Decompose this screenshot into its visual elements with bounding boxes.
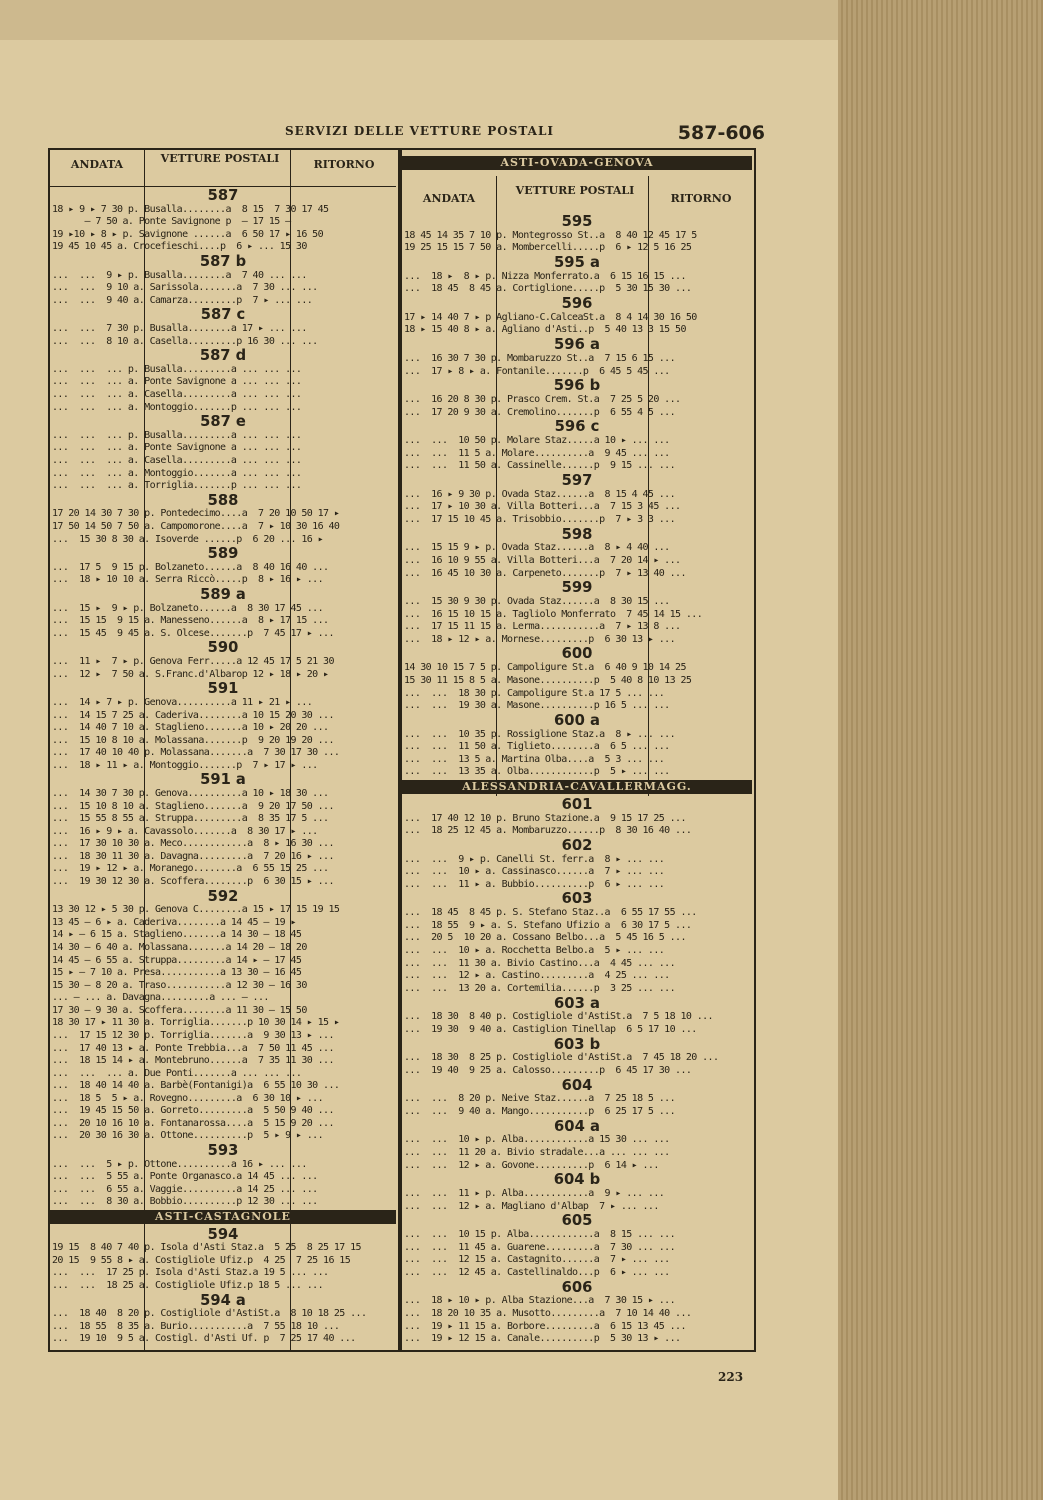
page-number: 223 — [718, 1370, 744, 1384]
right-timetable-row: ... 18 30 8 25 p. Costigliole d'AstiSt.a 7 45 18 20 ... — [404, 1052, 719, 1064]
right-timetable-row: ... 16 15 10 15 a. Tagliolo Monferrato 7 45 14 15 ... — [404, 608, 703, 620]
right-timetable-row: 14 30 10 15 7 5 p. Campoligure St.a 6 40 9 10 14 25 — [404, 662, 686, 674]
left-timetable-row: ... ... ... p. Busalla.........a ... ... ... — [52, 429, 302, 441]
right-route-number: 600 a — [554, 711, 600, 729]
left-route-number: 588 — [207, 491, 239, 509]
right-timetable-row: ... ... 11 ▸ p. Alba............a 9 ▸ ... ... — [404, 1188, 665, 1200]
left-route-number: 591 — [207, 680, 239, 698]
left-timetable-row: ... ... ... a. Montoggio.......p ... ... ... — [52, 401, 302, 413]
right-timetable-row: ... 16 20 8 30 p. Prasco Crem. St.a 7 25 5 20 ... — [404, 393, 681, 405]
left-timetable-row: ... 17 40 10 40 p. Molassana.......a 7 30 17 30 ... — [52, 747, 340, 759]
right-timetable-row: ... 17 15 11 15 a. Lerma...........a 7 ▸ 13 8 ... — [404, 621, 681, 633]
left-timetable-row: ... 19 ▸ 12 ▸ a. Moranego........a 6 55 15 25 ... — [52, 863, 329, 875]
left-route-number: 594 — [207, 1225, 239, 1243]
right-timetable-row: ... ... 11 20 a. Bivio stradale...a ... ... ... — [404, 1147, 670, 1159]
left-timetable-row: ... 18 15 14 ▸ a. Montebruno......a 7 35 11 30 ... — [52, 1055, 334, 1067]
right-route-number: 604 b — [553, 1171, 601, 1189]
right-timetable-row: ... 17 ▸ 10 30 a. Villa Botteri...a 7 15 3 45 ... — [404, 501, 681, 513]
right-timetable-row: ... ... 10 35 p. Rossiglione Staz.a 8 ▸ ... ... — [404, 728, 676, 740]
left-timetable-row: 17 20 14 30 7 30 p. Pontedecimo....a 7 20 10 50 17 ▸ — [52, 508, 340, 520]
right-route-number: 603 a — [554, 994, 600, 1012]
left-timetable-row: ... — ... a. Davagna.........a ... — ... — [52, 992, 269, 1004]
right-timetable-row: ... ... 12 45 a. Castellinaldo...p 6 ▸ ... ... — [404, 1267, 670, 1279]
left-route-number: 589 a — [200, 585, 246, 603]
right-timetable-row: ... ... 13 20 a. Cortemilia......p 3 25 ... ... — [404, 982, 676, 994]
right-timetable-row: ... ... 13 5 a. Martina Olba....a 5 3 ... ... — [404, 753, 665, 765]
right-timetable-row: ... 16 45 10 30 a. Carpeneto.......p 7 ▸ 13 40 ... — [404, 567, 686, 579]
left-route-number: 592 — [207, 887, 239, 905]
left-timetable-row: ... ... ... a. Due Ponti.......a ... ... ... — [52, 1067, 302, 1079]
left-timetable-row: ... 20 10 16 10 a. Fontanarossa....a 5 15 9 20 ... — [52, 1117, 334, 1129]
left-band-section: ASTI-CASTAGNOLE — [50, 1210, 396, 1224]
right-timetable-row: ... 15 15 9 ▸ p. Ovada Staz......a 8 ▸ 4 40 ... — [404, 542, 670, 554]
left-route-number: 594 a — [200, 1291, 246, 1309]
left-timetable-row: 13 30 12 ▸ 5 30 p. Genova C........a 15 ▸ 17 15 19 15 — [52, 904, 340, 916]
left-timetable-row: 13 45 — 6 ▸ a. Caderiva........a 14 45 — 19 ▸ — [52, 916, 296, 928]
left-route-number: 587 b — [199, 252, 247, 270]
left-route-number: 587 e — [200, 413, 246, 431]
right-route-number: 601 — [561, 795, 593, 813]
left-timetable-row: ... 18 30 11 30 a. Davagna.........a 7 20 16 ▸ ... — [52, 850, 334, 862]
right-route-number: 595 a — [554, 254, 600, 272]
left-timetable-row: ... 15 30 8 30 a. Isoverde ......p 6 20 ... 16 ▸ — [52, 533, 324, 545]
left-timetable-row: ... 19 45 15 50 a. Gorreto.........a 5 50 9 40 ... — [52, 1105, 334, 1117]
right-timetable-row: ... ... 10 50 p. Molare Staz.....a 10 ▸ ... ... — [404, 434, 670, 446]
left-timetable-row: ... 17 30 10 30 a. Meco............a 8 ▸ 16 30 ... — [52, 838, 334, 850]
header-title: SERVIZI DELLE VETTURE POSTALI — [285, 124, 555, 138]
right-timetable-row: 19 25 15 15 7 50 a. Mombercelli.....p 6 ▸ 12 5 16 25 — [404, 242, 692, 254]
right-col-andata: ANDATA — [422, 192, 476, 205]
left-timetable-row: ... ... 18 25 a. Costigliole Ufiz.p 18 5 ... ... — [52, 1280, 324, 1292]
left-timetable-row: ... 14 ▸ 7 ▸ p. Genova..........a 11 ▸ 21 ▸ ... — [52, 696, 313, 708]
right-timetable-row: ... 19 ▸ 12 15 a. Canale..........p 5 30 13 ▸ ... — [404, 1333, 681, 1345]
right-timetable-row: ... ... 11 ▸ a. Bubbio..........p 6 ▸ ... ... — [404, 878, 665, 890]
right-timetable-row: ... ... 11 50 a. Cassinelle......p 9 15 ... ... — [404, 460, 676, 472]
left-route-number: 587 c — [200, 306, 246, 324]
right-timetable-row: ... ... 11 5 a. Molare..........a 9 45 ... ... — [404, 447, 670, 459]
left-timetable-row: — 7 50 a. Ponte Savignone p — 17 15 — — [52, 216, 291, 228]
right-route-number: 603 b — [553, 1035, 601, 1053]
left-timetable-row: ... ... 5 55 a. Ponte Organasco.a 14 45 ... ... — [52, 1171, 318, 1183]
right-route-number: 596 a — [554, 336, 600, 354]
left-timetable-row: ... 14 40 7 10 a. Staglieno.......a 10 ▸ 20 20 ... — [52, 722, 329, 734]
left-timetable-row: ... 16 ▸ 9 ▸ a. Cavassolo.......a 8 30 17 ▸ ... — [52, 825, 318, 837]
left-timetable-row: ... 15 15 9 15 a. Manesseno......a 8 ▸ 17 15 ... — [52, 615, 329, 627]
left-timetable-row: ... 19 30 12 30 a. Scoffera........p 6 30 15 ▸ ... — [52, 876, 334, 887]
left-timetable-row: ... 17 15 12 30 p. Torriglia.......a 9 30 13 ▸ ... — [52, 1029, 334, 1041]
right-route-number: 606 — [561, 1278, 593, 1296]
right-timetable-row: ... 19 ▸ 11 15 a. Borbore.........a 6 15 13 45 ... — [404, 1320, 686, 1332]
left-timetable-row: ... ... ... a. Ponte Savignone a ... ... ... — [52, 376, 302, 388]
right-timetable-row: ... 18 ▸ 12 ▸ a. Mornese.........p 6 30 13 ▸ ... — [404, 633, 676, 645]
left-timetable-row: ... ... ... a. Ponte Savignone a ... ... ... — [52, 442, 302, 454]
left-timetable-row: ... 15 45 9 45 a. S. Olcese.......p 7 45 17 ▸ ... — [52, 627, 334, 639]
left-timetable-row: ... 18 40 14 40 a. Barbè(Fontanigi)a 6 55 10 30 ... — [52, 1080, 340, 1092]
right-timetable-row: 15 30 11 15 8 5 a. Masone..........p 5 40 8 10 13 25 — [404, 674, 692, 686]
left-route-number: 589 — [207, 545, 239, 563]
right-timetable-row: ... ... 8 20 p. Neive Staz......a 7 25 18 5 ... — [404, 1093, 676, 1105]
left-route-number: 590 — [207, 639, 239, 657]
right-timetable-row: ... 17 15 10 45 a. Trisobbio.......p 7 ▸ 3 3 ... — [404, 513, 676, 525]
right-timetable-row: ... 19 30 9 40 a. Castiglion Tinellap 6 5 17 10 ... — [404, 1024, 697, 1035]
right-route-number: 597 — [561, 471, 593, 489]
right-timetable-row: ... 16 30 7 30 p. Mombaruzzo St..a 7 15 6 15 ... — [404, 352, 676, 364]
left-timetable-row: ... ... 6 55 a. Vaggie..........a 14 25 ... ... — [52, 1183, 318, 1195]
left-route-number: 587 — [207, 187, 239, 204]
left-timetable-row: ... ... 17 25 p. Isola d'Asti Staz.a 19 5 ... ... — [52, 1267, 329, 1279]
left-timetable-row: 15 30 — 8 20 a. Traso...........a 12 30 — 16 30 — [52, 979, 307, 991]
left-route-number: 591 a — [200, 771, 246, 789]
right-timetable-row: ... 18 20 10 35 a. Musotto.........a 7 10 14 40 ... — [404, 1308, 692, 1320]
right-timetable-row: ... ... 9 ▸ p. Canelli St. ferr.a 8 ▸ ... ... — [404, 853, 665, 865]
right-route-number: 596 b — [553, 377, 601, 395]
left-timetable-row: 19 45 10 45 a. Crocefieschi....p 6 ▸ ... 15 30 — [52, 241, 307, 253]
left-timetable-row: 17 50 14 50 7 50 a. Campomorone....a 7 ▸ 10 30 16 40 — [52, 521, 340, 532]
right-route-number: 603 — [561, 890, 593, 908]
right-timetable-row: ... ... 12 ▸ a. Magliano d'Albap 7 ▸ ... ... — [404, 1200, 659, 1212]
left-timetable-row: 17 30 — 9 30 a. Scoffera........a 11 30 — 15 50 — [52, 1004, 307, 1016]
left-timetable-row: ... 17 40 13 ▸ a. Ponte Trebbia...a 7 50 11 45 ... — [52, 1042, 334, 1054]
left-timetable-row: 19 15 8 40 7 40 p. Isola d'Asti Staz.a 5 25 8 25 17 15 — [52, 1242, 361, 1254]
page-edge-stack — [838, 0, 1043, 1500]
left-timetable-row: ... ... ... a. Casella.........a ... ... ... — [52, 389, 302, 401]
right-timetable-row: ... 18 55 9 ▸ a. S. Stefano Ufizio a 6 30 17 5 ... — [404, 919, 692, 931]
right-timetable-row: ... 20 5 10 20 a. Cossano Belbo...a 5 45 16 5 ... — [404, 932, 686, 944]
left-timetable-row: ... 14 15 7 25 a. Caderiva........a 10 15 20 30 ... — [52, 709, 334, 721]
left-timetable-row: 19 ▸10 ▸ 8 ▸ p. Savignone ......a 6 50 17 ▸ 16 50 — [52, 228, 324, 240]
right-col-vetture: VETTURE POSTALI — [515, 184, 635, 197]
left-timetable-row: ... ... 7 30 p. Busalla........a 17 ▸ ... ... — [52, 323, 307, 335]
right-band-asti-ovada: ASTI-OVADA-GENOVA — [402, 156, 752, 170]
left-timetable-row: ... ... 5 ▸ p. Ottone..........a 16 ▸ ... ... — [52, 1158, 307, 1170]
right-timetable-row: ... ... 12 15 a. Castagnito......a 7 ▸ ... ... — [404, 1254, 670, 1266]
left-timetable-row: ... ... 9 10 a. Sarissola.......a 7 30 ... ... — [52, 282, 318, 294]
right-timetable-row: 18 45 14 35 7 10 p. Montegrosso St..a 8 40 12 45 17 5 — [404, 229, 697, 241]
page-header — [60, 122, 765, 144]
left-timetable-row: ... ... 9 40 a. Camarza.........p 7 ▸ ... ... — [52, 294, 313, 306]
left-timetable-row: 18 ▸ 9 ▸ 7 30 p. Busalla........a 8 15 7 30 17 45 — [52, 203, 329, 215]
right-route-number: 604 a — [554, 1117, 600, 1135]
right-timetable-row: ... ... 13 35 a. Olba............p 5 ▸ ... ... — [404, 766, 670, 778]
left-timetable-row: ... ... ... a. Montoggio.......a ... ... ... — [52, 467, 302, 479]
right-timetable-row: ... ... 11 50 a. Tiglieto........a 6 5 ... ... — [404, 741, 670, 753]
left-col-ritorno: RITORNO — [313, 158, 375, 171]
right-route-number: 600 — [561, 645, 593, 663]
right-timetable-row: ... 18 ▸ 10 ▸ p. Alba Stazione...a 7 30 15 ▸ ... — [404, 1295, 676, 1307]
right-route-number: 596 c — [554, 418, 600, 436]
right-timetable-row: ... ... 18 30 p. Campoligure St.a 17 5 ... ... — [404, 687, 665, 699]
left-timetable-row: 15 ▸ — 7 10 a. Presa...........a 13 30 — 16 45 — [52, 967, 302, 979]
right-timetable-row: ... ... 19 30 a. Masone..........p 16 5 ... ... — [404, 700, 670, 712]
left-timetable-row: ... 18 ▸ 11 ▸ a. Montoggio.......p 7 ▸ 17 ▸ ... — [52, 759, 318, 771]
right-band-section: ALESSANDRIA-CAVALLERMAGG. — [402, 780, 752, 794]
right-route-number: 596 — [561, 295, 593, 313]
left-timetable-row: ... 18 ▸ 10 10 a. Serra Riccò.....p 8 ▸ 16 ▸ ... — [52, 574, 324, 586]
right-timetable-row: ... 18 45 8 45 a. Cortiglione.....p 5 30 15 30 ... — [404, 283, 692, 295]
left-timetable-row: ... 11 ▸ 7 ▸ p. Genova Ferr.....a 12 45 17 5 21 30 — [52, 656, 334, 668]
right-timetable-row: ... ... 10 ▸ a. Cassinasco......a 7 ▸ ... ... — [404, 866, 665, 878]
right-col-ritorno: RITORNO — [670, 192, 732, 205]
right-timetable-row: ... ... 12 ▸ a. Castino.........a 4 25 ... ... — [404, 970, 670, 982]
right-timetable-row: ... ... 11 45 a. Guarene.........a 7 30 ... ... — [404, 1241, 676, 1253]
left-timetable-row: ... 15 55 8 55 a. Struppa.........a 8 35 17 5 ... — [52, 813, 329, 825]
left-timetable-row: ... ... 8 10 a. Casella.........p 16 30 ... ... — [52, 335, 318, 347]
right-route-number: 595 — [561, 213, 593, 230]
left-timetable-row: ... ... 8 30 a. Bobbio..........p 12 30 ... ... — [52, 1196, 318, 1208]
left-timetable-row: ... 15 10 8 10 a. Molassana.......p 9 20 19 20 ... — [52, 734, 334, 746]
left-timetable-row: ... ... ... p. Busalla.........a ... ... ... — [52, 363, 302, 375]
right-timetable-row: ... 18 30 8 40 p. Costigliole d'AstiSt.a 7 5 18 10 ... — [404, 1011, 713, 1023]
left-timetable-row: ... ... ... a. Torriglia.......p ... ... ... — [52, 480, 302, 492]
left-timetable-row: 14 ▸ — 6 15 a. Staglieno.......a 14 30 — 18 45 — [52, 929, 302, 941]
right-timetable-row: ... 18 45 8 45 p. S. Stefano Staz..a 6 55 17 55 ... — [404, 907, 697, 919]
left-timetable-row: ... 17 5 9 15 p. Bolzaneto......a 8 40 16 40 ... — [52, 561, 329, 573]
left-timetable-row: 20 15 9 55 8 ▸ a. Costigliole Ufiz.p 4 25 7 25 16 15 — [52, 1254, 351, 1266]
right-route-number: 605 — [561, 1212, 593, 1230]
left-col-vetture: VETTURE POSTALI — [160, 152, 280, 165]
right-timetable-row: ... ... 11 30 a. Bivio Castino...a 4 45 ... ... — [404, 957, 676, 969]
right-route-number: 602 — [561, 836, 593, 854]
left-timetable-row: ... 18 40 8 20 p. Costigliole d'AstiSt.a 8 10 18 25 ... — [52, 1308, 367, 1320]
right-timetable-row: ... 16 10 9 55 a. Villa Botteri...a 7 20 14 ▸ ... — [404, 554, 681, 566]
right-timetable-row: ... 17 ▸ 8 ▸ a. Fontanile.......p 6 45 5 45 ... — [404, 365, 670, 377]
left-timetable-row: 18 30 17 ▸ 11 30 a. Torriglia.......p 10 30 14 ▸ 15 ▸ — [52, 1017, 340, 1029]
right-route-number: 604 — [561, 1076, 593, 1094]
left-timetable-row: ... 19 10 9 5 a. Costigl. d'Asti Uf. p 7 25 17 40 ... — [52, 1333, 356, 1345]
right-route-number: 599 — [561, 579, 593, 597]
right-route-number: 598 — [561, 525, 593, 543]
left-timetable-row: ... 12 ▸ 7 50 a. S.Franc.d'Albarop 12 ▸ 18 ▸ 20 ▸ — [52, 668, 329, 680]
right-timetable-row: ... 17 40 12 10 p. Bruno Stazione.a 9 15 17 25 ... — [404, 812, 686, 824]
right-timetable-row: ... 15 30 9 30 p. Ovada Staz......a 8 30 15 ... — [404, 595, 670, 607]
left-timetable-row: ... 18 5 5 ▸ a. Rovegno.........a 6 30 10 ▸ ... — [52, 1092, 324, 1104]
header-range: 587-606 — [677, 122, 765, 144]
left-timetable-row: 14 45 — 6 55 a. Struppa.........a 14 ▸ — 17 45 — [52, 954, 302, 966]
right-timetable-row: ... ... 12 ▸ a. Govone..........p 6 14 ▸ ... — [404, 1159, 659, 1171]
right-timetable-row: ... ... 10 15 p. Alba............a 8 15 ... ... — [404, 1229, 676, 1241]
right-timetable-row: ... 18 25 12 45 a. Mombaruzzo......p 8 30 16 40 ... — [404, 825, 692, 837]
left-timetable-row: ... 20 30 16 30 a. Ottone..........p 5 ▸ 9 ▸ ... — [52, 1130, 324, 1142]
right-timetable-row: ... ... 10 ▸ p. Alba............a 15 30 ... ... — [404, 1134, 670, 1146]
right-timetable-row: 18 ▸ 15 40 8 ▸ a. Agliano d'Asti..p 5 40 13 3 15 50 — [404, 324, 686, 336]
left-timetable-row: 14 30 — 6 40 a. Molassana.......a 14 20 — 18 20 — [52, 941, 307, 953]
right-timetable-row: ... 18 ▸ 8 ▸ p. Nizza Monferrato.a 6 15 16 15 ... — [404, 270, 686, 282]
right-timetable-row: ... ... 9 40 a. Mango...........p 6 25 17 5 ... — [404, 1106, 676, 1118]
left-col-andata: ANDATA — [70, 158, 124, 171]
left-timetable-row: ... 14 30 7 30 p. Genova..........a 10 ▸ 18 30 ... — [52, 788, 329, 800]
left-timetable-row: ... 15 ▸ 9 ▸ p. Bolzaneto......a 8 30 17 45 ... — [52, 602, 324, 614]
left-timetable-row: ... ... 9 ▸ p. Busalla........a 7 40 ... ... — [52, 269, 307, 281]
left-route-number: 587 d — [199, 347, 247, 365]
left-timetable-row: ... 15 10 8 10 a. Staglieno.......a 9 20 17 50 ... — [52, 800, 334, 812]
left-route-number: 593 — [207, 1142, 239, 1160]
right-timetable-row: ... 17 20 9 30 a. Cremolino.......p 6 55 4 5 ... — [404, 406, 676, 418]
right-timetable-row: ... 19 40 9 25 a. Calosso.........p 6 45 17 30 ... — [404, 1065, 692, 1077]
right-timetable-row: ... 16 ▸ 9 30 p. Ovada Staz......a 8 15 4 45 ... — [404, 488, 676, 500]
left-timetable-row: ... 18 55 8 35 a. Burio...........a 7 55 18 10 ... — [52, 1320, 340, 1332]
left-timetable-row: ... ... ... a. Casella.........a ... ... ... — [52, 455, 302, 467]
right-timetable-row: 17 ▸ 14 40 7 ▸ p Agliano-C.CalceaSt.a 8 4 14 30 16 50 — [404, 311, 697, 323]
right-timetable-row: ... ... 10 ▸ a. Rocchetta Belbo.a 5 ▸ ... ... — [404, 945, 665, 957]
